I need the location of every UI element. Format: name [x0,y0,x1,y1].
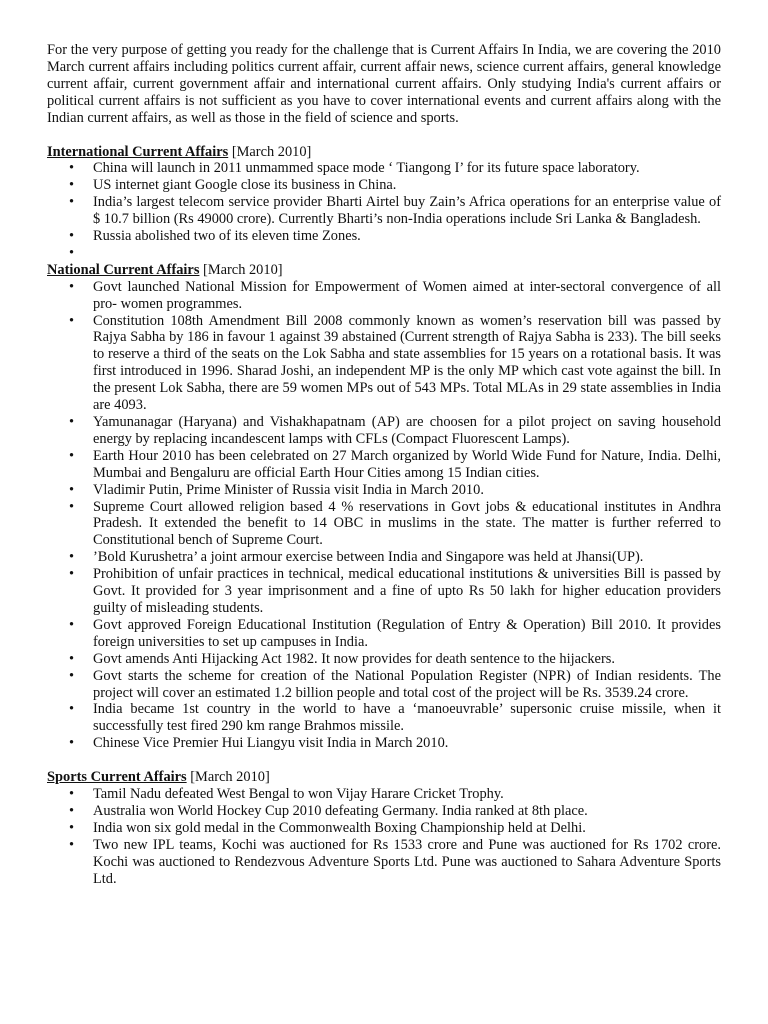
international-list [47,160,721,261]
list-item: • Russia abolished two of its eleven time Zones. [93,228,721,245]
sports-heading [47,769,721,786]
national-heading [47,262,721,279]
list-item: • Yamunanagar (Haryana) and Vishakhapatnam (AP) are choosen for a pilot project on saving household energy by replacing incandescent lamps with CFLs (Compact Fluorescent Lamps). [93,414,721,448]
intro-paragraph: For the very purpose of getting you ready for the challenge that is Current Affairs In India, we are covering the 2010 March current affairs including politics current affair, current affair news, science current affairs, general knowledge current affair, current government affair and international current affairs. Only studying India's current affairs or political current affairs is not sufficient as you have to cover international events and current affairs along with the Indian current affairs, as well as those in the field of science and sports. [47,42,721,126]
list-item: • Prohibition of unfair practices in technical, medical educational institutions & universities Bill is passed by Govt. It provided for 3 year imprisonment and a fine of upto Rs 50 lakh for higher education providers guilty of misleading students. [93,566,721,617]
list-item: • India’s largest telecom service provider Bharti Airtel buy Zain’s Africa operations for an enterprise value of $ 10.7 billion (Rs 49000 crore). Currently Bharti’s non-India operations include Sri Lanka & Bangladesh. [93,194,721,228]
section-title: Sports Current Affairs [47,769,187,786]
sports-list [47,786,721,887]
national-list [47,279,721,752]
list-item: • ’Bold Kurushetra’ a joint armour exercise between India and Singapore was held at Jhansi(UP). [93,549,721,566]
list-item: • US internet giant Google close its business in China. [93,177,721,194]
section-title: International Current Affairs [47,143,229,160]
list-item: • Constitution 108th Amendment Bill 2008 commonly known as women’s reservation bill was passed by Rajya Sabha by 186 in favour 1 against 39 abstained (Current strength of Rajya Sabha is 233). The bill seeks to reserve a third of the seats on the Lok Sabha and state assemblies for 15 years on a rotational basis. It was first introduced in 1996. Sharad Joshi, an independent MP is the only MP which cast vote against the bill. In the present Lok Sabha, there are 59 women MPs out of 543 MPs. Total MLAs in 29 state assemblies in India are 4093. [93,313,721,414]
list-item: • India became 1st country in the world to have a ‘manoeuvrable’ supersonic cruise missile, when it successfully test fired 290 km range Brahmos missile. [93,701,721,735]
list-item: • Vladimir Putin, Prime Minister of Russia visit India in March 2010. [93,482,721,499]
list-item: • Supreme Court allowed religion based 4 % reservations in Govt jobs & educational institutes in Andhra Pradesh. It extended the benefit to 14 OBC in muslims in the state. The matter is further referred to Constitutional bench of Supreme Court. [93,499,721,550]
section-title: National Current Affairs [47,261,200,278]
international-heading [47,144,721,161]
list-item: • China will launch in 2011 unmammed space mode ‘ Tiangong I’ for its future space laboratory. [93,160,721,177]
list-item: • India won six gold medal in the Commonwealth Boxing Championship held at Delhi. [93,820,721,837]
list-item: • Govt approved Foreign Educational Institution (Regulation of Entry & Operation) Bill 2010. It provides foreign universities to set up campuses in India. [93,617,721,651]
section-date: [March 2010] [199,261,283,278]
section-date: [March 2010] [186,769,270,786]
list-item: • Australia won World Hockey Cup 2010 defeating Germany. India ranked at 8th place. [93,803,721,820]
list-item: • Govt amends Anti Hijacking Act 1982. It now provides for death sentence to the hijackers. [93,651,721,668]
list-item: • Chinese Vice Premier Hui Liangyu visit India in March 2010. [93,735,721,752]
list-item: • Govt starts the scheme for creation of the National Population Register (NPR) of Indian residents. The project will cover an estimated 1.2 billion people and total cost of the project will be Rs. 3539.24 crore. [93,668,721,702]
list-item: • Tamil Nadu defeated West Bengal to won Vijay Harare Cricket Trophy. [93,786,721,803]
list-item: • Govt launched National Mission for Empowerment of Women aimed at inter-sectoral convergence of all pro- women programmes. [93,279,721,313]
section-date: [March 2010] [228,143,312,160]
list-item: • Earth Hour 2010 has been celebrated on 27 March organized by World Wide Fund for Nature, India. Delhi, Mumbai and Bengaluru are official Earth Hour Cities among 15 Indian cities. [93,448,721,482]
empty-list-item [93,245,721,262]
list-item: • Two new IPL teams, Kochi was auctioned for Rs 1533 crore and Pune was auctioned for Rs 1702 crore. Kochi was auctioned to Rendezvous Adventure Sports Ltd. Pune was auctioned to Sahara Adventure Sports Ltd. [93,837,721,888]
